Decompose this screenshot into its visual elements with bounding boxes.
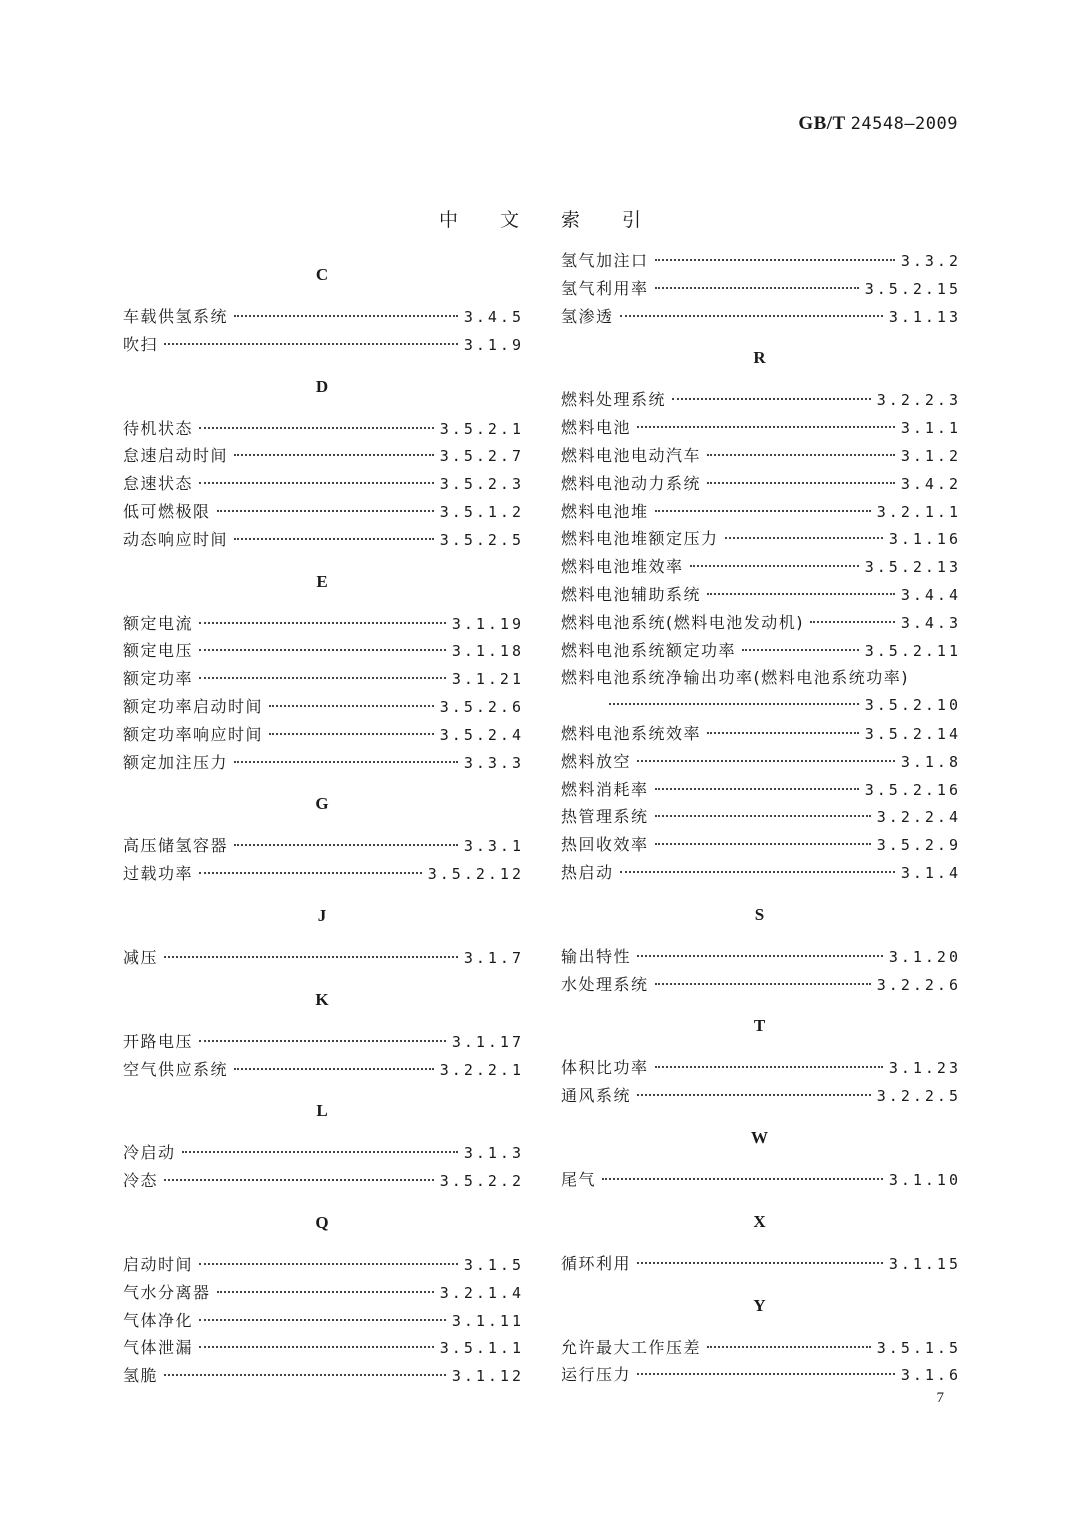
index-term: 过载功率 [123,864,194,884]
index-entry [123,637,524,665]
clause-reference: 3.5.1.2 [439,502,524,521]
index-letter-heading: X [753,1211,766,1231]
clause-reference: 3.1.17 [451,1032,524,1051]
index-term: 低可燃极限 [123,501,211,521]
index-letter-heading: Q [315,1212,329,1232]
index-term: 氢渗透 [561,306,614,326]
index-letter-heading: K [315,989,329,1009]
dot-leader [199,1319,446,1321]
index-entry [561,803,961,831]
index-term: 高压储氢容器 [123,836,229,856]
index-term: 燃料电池系统(燃料电池发动机) [561,612,804,632]
index-entry [123,415,524,443]
clause-reference: 3.1.13 [888,307,961,326]
clause-reference: 3.5.2.7 [439,447,524,466]
standard-number: 24548—2009 [850,114,958,134]
dot-leader [707,482,895,484]
dot-leader [234,315,458,317]
index-letter-heading: S [754,904,765,924]
dot-leader [234,454,434,456]
index-entry [561,275,961,303]
clause-reference: 3.5.2.13 [864,558,961,577]
index-entry [123,1028,524,1056]
standard-prefix: GB/T [798,113,846,134]
clause-reference: 3.3.3 [463,753,524,772]
index-entry [561,609,961,637]
index-entry [123,1056,524,1084]
clause-reference: 3.5.2.4 [439,725,524,744]
index-entry [561,470,961,498]
dot-leader [655,815,871,817]
index-entry [561,720,961,748]
dot-leader [234,844,458,846]
index-entry [123,331,524,359]
dot-leader [199,872,422,874]
index-term: 气水分离器 [123,1282,211,1302]
clause-reference: 3.5.2.10 [864,696,961,715]
index-entry [561,637,961,665]
index-letter-heading: E [316,571,328,591]
clause-reference: 3.2.2.5 [876,1087,961,1106]
clause-reference: 3.2.2.6 [876,975,961,994]
dot-leader [199,1040,446,1042]
index-term: 燃料电池动力系统 [561,473,702,493]
index-term: 燃料电池系统净输出功率(燃料电池系统功率) [561,668,909,688]
index-term: 尾气 [561,1169,597,1189]
index-term: 启动时间 [123,1254,194,1274]
dot-leader [655,259,895,261]
index-entry [561,1334,961,1362]
dot-leader [199,482,434,484]
index-term: 热管理系统 [561,807,649,827]
dot-leader [164,956,458,958]
index-term: 车载供氢系统 [123,307,229,326]
dot-leader [199,1263,458,1265]
index-entry [561,386,961,414]
index-entry [123,749,524,777]
index-term: 热启动 [561,862,614,882]
clause-reference: 3.4.2 [900,474,961,493]
dot-leader [199,427,434,429]
index-entry [561,553,961,581]
index-term: 动态响应时间 [123,529,229,549]
dot-leader [199,649,446,651]
clause-reference: 3.5.2.3 [439,475,524,494]
index-entry [123,1251,524,1279]
dot-leader [269,733,434,735]
dot-leader [690,565,859,567]
index-term: 水处理系统 [561,974,649,994]
index-letter-heading: T [753,1016,766,1036]
index-term: 循环利用 [561,1253,632,1273]
clause-reference: 3.2.2.1 [439,1060,524,1079]
index-entry [561,581,961,609]
index-entry [123,498,524,526]
index-term: 热回收效率 [561,835,649,855]
index-term: 额定电流 [123,613,194,633]
index-entry [123,1139,524,1167]
index-entry [561,1250,961,1278]
clause-reference: 3.1.7 [463,948,524,967]
index-term: 燃料处理系统 [561,390,667,410]
index-entry [123,693,524,721]
clause-reference: 3.1.20 [888,947,961,966]
index-entry [561,1054,961,1082]
index-entry [123,442,524,470]
clause-reference: 3.1.2 [900,446,961,465]
index-entry [123,1167,524,1195]
dot-leader [199,622,446,624]
index-term: 冷态 [123,1171,159,1191]
index-entry [123,1279,524,1307]
clause-reference: 3.1.11 [451,1311,524,1330]
page-number: 7 [936,1390,944,1406]
clause-reference: 3.1.23 [888,1059,961,1078]
clause-reference: 3.1.16 [888,530,961,549]
index-term: 燃料电池堆效率 [561,557,684,577]
dot-leader [164,1374,446,1376]
index-term: 额定功率 [123,669,194,689]
clause-reference: 3.1.19 [451,614,524,633]
clause-reference: 3.5.2.5 [439,530,524,549]
index-term: 燃料电池电动汽车 [561,445,702,465]
clause-reference: 3.5.2.9 [876,836,961,855]
index-term: 怠速状态 [123,474,194,494]
clause-reference: 3.1.10 [888,1170,961,1189]
index-entry [561,971,961,999]
dot-leader [707,1346,871,1348]
index-term: 燃料电池系统额定功率 [561,640,737,660]
dot-leader [810,621,895,623]
index-entry [561,943,961,971]
dot-leader [707,732,859,734]
clause-reference: 3.3.1 [463,837,524,856]
dot-leader [234,1068,434,1070]
index-letter-heading: C [315,265,329,284]
index-term: 燃料消耗率 [561,779,649,799]
index-term: 体积比功率 [561,1058,649,1078]
clause-reference: 3.5.2.15 [864,279,961,298]
clause-reference: 3.2.2.3 [876,391,961,410]
dot-leader [164,1179,434,1181]
index-term: 冷启动 [123,1143,176,1163]
index-term: 额定电压 [123,641,194,661]
index-letter-heading: W [751,1127,768,1147]
index-entry [123,860,524,888]
index-entry [561,525,961,553]
dot-leader [217,510,434,512]
dot-leader [637,1094,871,1096]
clause-reference: 3.3.2 [900,252,961,270]
index-entry [561,303,961,331]
dot-leader [637,1373,895,1375]
index-letter-heading: L [316,1101,328,1121]
index-letter-heading: D [315,376,329,396]
clause-reference: 3.5.1.1 [439,1339,524,1358]
index-entry [123,944,524,972]
index-term: 燃料电池堆额定压力 [561,529,719,549]
clause-reference: 3.5.2.1 [439,419,524,438]
dot-leader [620,871,895,873]
index-term: 吹扫 [123,334,159,354]
index-entry [561,748,961,776]
clause-reference: 3.1.1 [900,419,961,438]
index-term: 燃料电池系统效率 [561,723,702,743]
dot-leader [637,955,883,957]
clause-reference: 3.2.1.4 [439,1283,524,1302]
index-term: 额定加注压力 [123,752,229,772]
clause-reference: 3.5.2.2 [439,1172,524,1191]
index-entry [123,526,524,554]
dot-leader [655,1066,883,1068]
clause-reference: 3.5.2.11 [864,641,961,660]
dot-leader [609,703,859,705]
dot-leader [655,843,871,845]
index-entry [561,498,961,526]
index-term: 空气供应系统 [123,1059,229,1079]
dot-leader [637,760,895,762]
index-term: 输出特性 [561,946,632,966]
clause-reference: 3.1.12 [451,1367,524,1386]
index-entry [561,414,961,442]
index-entry [123,832,524,860]
index-entry [123,1362,524,1390]
dot-leader [199,1346,434,1348]
clause-reference: 3.5.2.14 [864,724,961,743]
index-entry [561,776,961,804]
clause-reference: 3.1.18 [451,642,524,661]
clause-reference: 3.1.3 [463,1144,524,1163]
index-term: 通风系统 [561,1086,632,1106]
dot-leader [637,426,895,428]
dot-leader [655,287,859,289]
dot-leader [234,538,434,540]
clause-reference: 3.5.2.12 [427,865,524,884]
index-entry [561,1166,961,1194]
index-term: 燃料电池 [561,418,632,438]
dot-leader [655,510,871,512]
dot-leader [655,983,871,985]
index-entry-wrapped [561,664,958,692]
index-term: 运行压力 [561,1365,632,1385]
index-term: 待机状态 [123,418,194,438]
dot-leader [725,537,883,539]
index-entry [123,721,524,749]
index-entry [561,1082,961,1110]
dot-leader [182,1151,458,1153]
clause-reference: 3.2.2.4 [876,808,961,827]
dot-leader [620,315,883,317]
clause-reference: 3.5.1.5 [876,1338,961,1357]
index-entry-continuation [561,692,961,720]
clause-reference: 3.4.4 [900,585,961,604]
index-term: 怠速启动时间 [123,446,229,466]
index-entry [123,470,524,498]
dot-leader [164,343,458,345]
index-entry [561,247,961,275]
index-entry [123,303,524,331]
dot-leader [637,1262,883,1264]
index-term: 开路电压 [123,1031,194,1051]
index-term: 气体净化 [123,1310,194,1330]
index-term: 氢气利用率 [561,278,649,298]
dot-leader [199,677,446,679]
index-term: 减压 [123,947,159,967]
index-entry [561,1361,961,1389]
clause-reference: 3.1.21 [451,670,524,689]
dot-leader [707,593,895,595]
dot-leader [217,1291,434,1293]
index-letter-heading: R [753,348,766,368]
dot-leader [742,649,859,651]
clause-reference: 3.1.5 [463,1255,524,1274]
page-title: 中 文 索 引 [438,209,660,231]
index-column-left [123,247,524,1390]
dot-leader [672,398,871,400]
index-entry [123,1334,524,1362]
clause-reference: 3.4.3 [900,613,961,632]
index-entry [561,442,961,470]
index-column-right [561,247,961,1389]
index-letter-heading: J [317,905,327,925]
dot-leader [269,705,434,707]
clause-reference: 3.4.5 [463,308,524,326]
index-entry [561,831,961,859]
index-term: 额定功率启动时间 [123,696,264,716]
index-letter-heading: Y [753,1295,766,1315]
standard-code [798,113,958,135]
dot-leader [655,788,859,790]
clause-reference: 3.1.15 [888,1254,961,1273]
clause-reference: 3.5.2.16 [864,780,961,799]
index-term: 燃料电池堆 [561,501,649,521]
clause-reference: 3.1.6 [900,1366,961,1385]
clause-reference: 3.2.1.1 [876,502,961,521]
index-letter-heading: G [315,794,329,814]
index-term: 氢脆 [123,1366,159,1386]
index-term: 氢气加注口 [561,251,649,270]
index-entry [561,859,961,887]
index-term: 燃料放空 [561,751,632,771]
clause-reference: 3.1.8 [900,752,961,771]
clause-reference: 3.5.2.6 [439,697,524,716]
dot-leader [602,1178,883,1180]
index-term: 额定功率响应时间 [123,724,264,744]
clause-reference: 3.1.4 [900,863,961,882]
index-term: 燃料电池辅助系统 [561,584,702,604]
index-entry [123,1307,524,1335]
index-term: 气体泄漏 [123,1338,194,1358]
index-entry [123,665,524,693]
index-entry [123,610,524,638]
dot-leader [234,761,458,763]
clause-reference: 3.1.9 [463,335,524,354]
index-term: 允许最大工作压差 [561,1337,702,1357]
dot-leader [707,454,895,456]
